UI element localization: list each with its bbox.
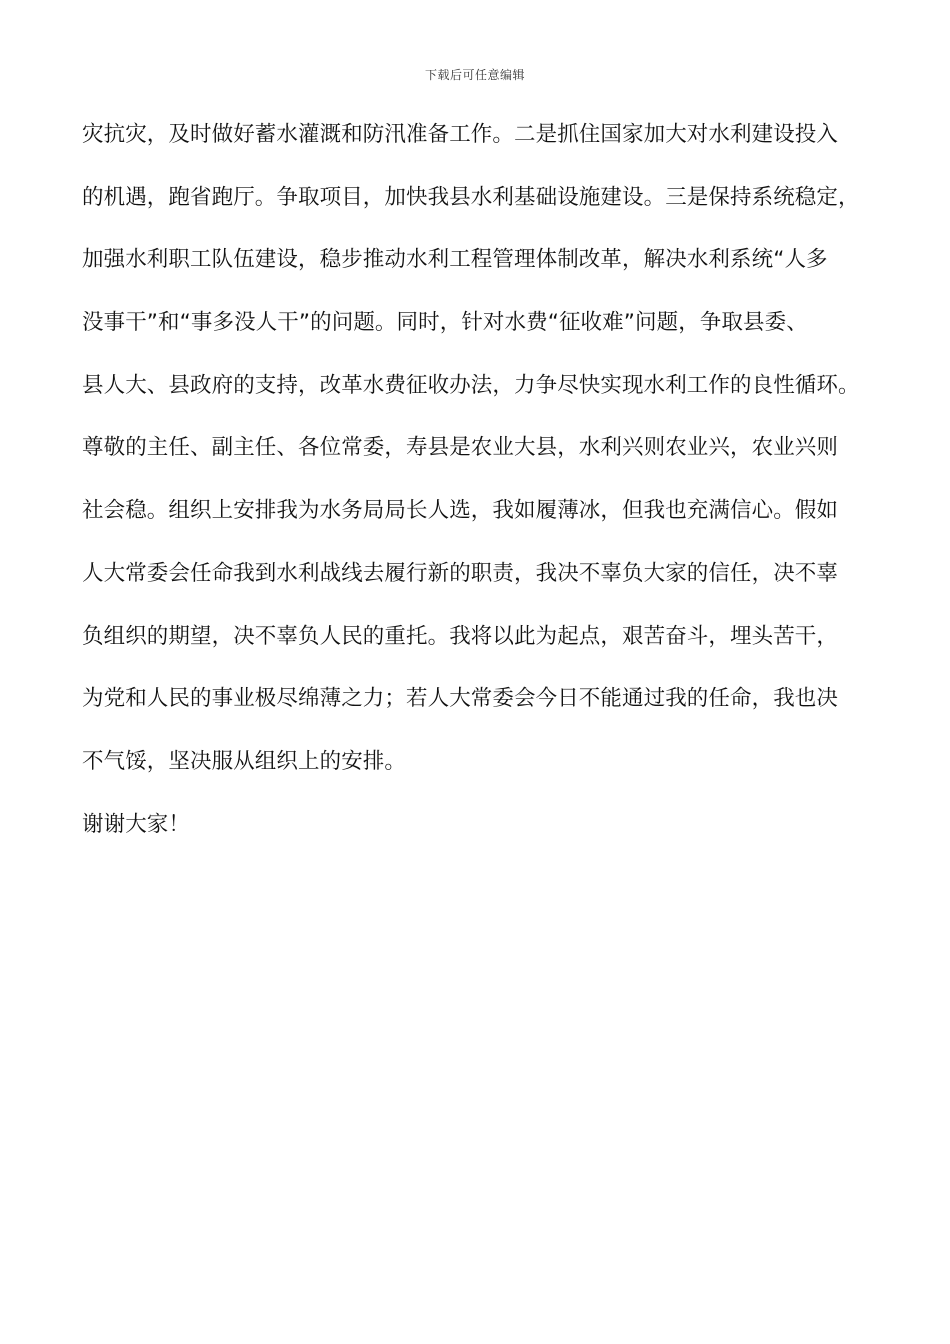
text-line-1: 灾抗灾，及时做好蓄水灌溉和防汛准备工作。二是抓住国家加大对水利建设投入 [82, 122, 839, 147]
text-line-2: 的机遇，跑省跑厅。争取项目，加快我县水利基础设施建设。三是保持系统稳定， [82, 184, 860, 210]
page-header-note: 下载后可任意编辑 [424, 68, 525, 82]
text-line-5: 县人大、县政府的支持，改革水费征收办法，力争尽快实现水利工作的良性循环。 [82, 372, 860, 398]
text-line-3: 加强水利职工队伍建设，稳步推动水利工程管理体制改革，解决水利系统“人多 [82, 247, 828, 273]
text-line-11: 不气馁，坚决服从组织上的安排。 [82, 748, 407, 774]
text-line-4: 没事干”和“事多没人干”的问题。同时，针对水费“征收难”问题，争取县委、 [82, 310, 808, 336]
text-line-9: 负组织的期望，决不辜负人民的重托。我将以此为起点，艰苦奋斗，埋头苦干， [82, 623, 839, 649]
document-body [82, 113, 882, 865]
text-line-7: 社会稳。组织上安排我为水务局局长人选，我如履薄冰，但我也充满信心。假如 [82, 498, 839, 524]
text-line-6: 尊敬的主任、副主任、各位常委，寿县是农业大县，水利兴则农业兴，农业兴则 [82, 435, 839, 461]
closing-line: 谢谢大家！ [82, 811, 191, 837]
text-line-8: 人大常委会任命我到水利战线去履行新的职责，我决不辜负大家的信任，决不辜 [82, 560, 839, 586]
text-line-10: 为党和人民的事业极尽绵薄之力；若人大常委会今日不能通过我的任命，我也决 [82, 686, 839, 712]
